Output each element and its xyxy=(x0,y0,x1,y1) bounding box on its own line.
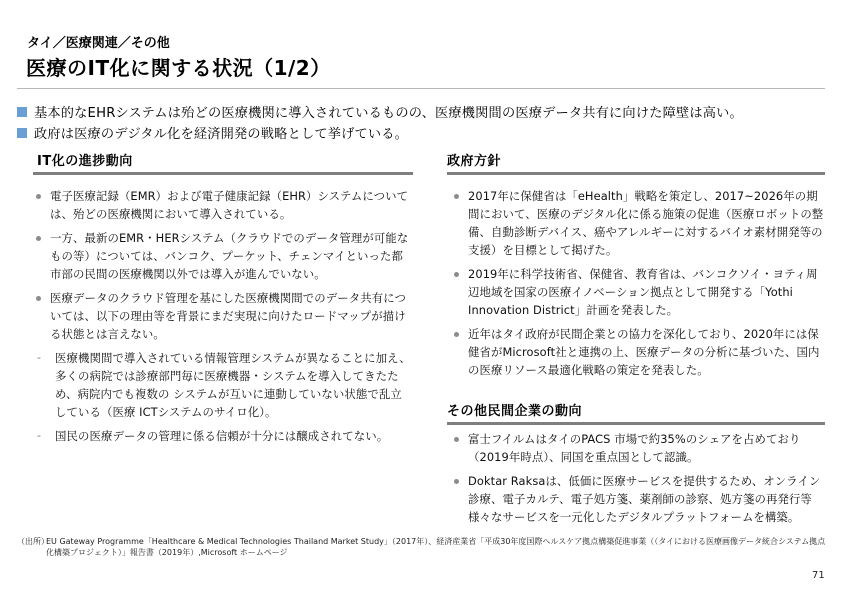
summary-text: 政府は医療のデジタル化を経済開発の戦略として挙げている。 xyxy=(34,127,409,142)
breadcrumb: タイ／医療関連／その他 xyxy=(27,36,170,51)
page-number: 71 xyxy=(812,570,825,581)
dot-bullet-icon xyxy=(454,194,459,199)
dash-bullet-icon: - xyxy=(37,351,42,364)
source-note xyxy=(17,537,827,558)
list-item xyxy=(451,325,825,379)
dot-bullet-icon xyxy=(454,332,459,337)
list-item-text: 医療機関間で導入されている情報管理システムが異なることに加え、多くの病院では診療部門毎に医療機器・システムを導入してきたため、病院内でも複数の システムが互いに連動していない状態で乱立している（医療 ICTシステムのサイロ化）。 xyxy=(55,351,411,419)
list-item-sub xyxy=(33,349,413,421)
bullet-list xyxy=(33,187,413,445)
list-item xyxy=(451,472,825,526)
section-title: 政府方針 xyxy=(447,154,502,169)
list-item xyxy=(33,289,413,343)
section-private-sector xyxy=(447,400,825,532)
header-divider xyxy=(17,88,825,89)
square-bullet-icon xyxy=(17,107,27,117)
square-bullet-icon xyxy=(17,128,27,138)
list-item-text: 富士フイルムはタイのPACS 市場で約35%のシェアを占めており（2019年時点）、同国を重点国として認識。 xyxy=(468,432,801,464)
list-item xyxy=(451,430,825,466)
list-item xyxy=(451,187,825,259)
section-divider xyxy=(447,422,825,425)
section-title: その他民間企業の動向 xyxy=(447,404,583,419)
section-government-policy xyxy=(447,150,825,385)
dot-bullet-icon xyxy=(36,296,41,301)
list-item-text: 医療データのクラウド管理を基にした医療機関間でのデータ共有については、以下の理由等を背景にまだ実現に向けたロードマップが描ける状態とは言えない。 xyxy=(50,291,406,341)
list-item-text: 2017年に保健省は「eHealth」戦略を策定し、2017~2026年の期間において、医療のデジタル化に係る施策の促進（医療ロボットの整備、自動診断デバイス、癌やアレルギーに対するバイオ素材開発等の支援）を目標として掲げた。 xyxy=(468,189,824,257)
section-title: IT化の進捗動向 xyxy=(37,154,133,169)
dot-bullet-icon xyxy=(36,194,41,199)
summary-text: 基本的なEHRシステムは殆どの医療機関に導入されているものの、医療機関間の医療データ共有に向けた障壁は高い。 xyxy=(34,106,743,121)
dot-bullet-icon xyxy=(36,236,41,241)
dot-bullet-icon xyxy=(454,272,459,277)
summary-list xyxy=(17,101,827,143)
list-item-text: 2019年に科学技術省、保健省、教育省は、バンコクソイ・ヨティ周辺地域を国家の医療イノベーション拠点として開発する「Yothi Innovation District」計画を発表した。 xyxy=(468,267,818,317)
summary-item xyxy=(17,122,827,143)
list-item-text: 一方、最新のEMR・HERシステム（クラウドでのデータ管理が可能なもの等）については、バンコク、プーケット、チェンマイといった都市部の民間の医療機関以外では導入が進んでいない。 xyxy=(50,231,409,281)
page-title: 医療のIT化に関する状況（1/2） xyxy=(26,56,331,80)
list-item-text: 国民の医療データの管理に係る信頼が十分には醸成されてない。 xyxy=(55,429,389,443)
list-item xyxy=(33,229,413,283)
list-item-text: 電子医療記録（EMR）および電子健康記録（EHR）システムについては、殆どの医療機関において導入されている。 xyxy=(50,189,409,221)
dot-bullet-icon xyxy=(454,479,459,484)
summary-item xyxy=(17,101,827,122)
source-label: （出所） xyxy=(17,537,49,546)
list-item-text: 近年はタイ政府が民間企業との協力を深化しており、2020年には保健省がMicrosoft社と連携の上、医療データの分析に基づいた、国内の医療リソース最適化戦略の策定を発表した。 xyxy=(468,327,820,377)
section-divider xyxy=(447,172,825,175)
source-text: EU Gateway Programme「Healthcare & Medical Technologies Thailand Market Study」（2017年）、経済産業省「平成30年度国際ヘルスケア拠点構築促進事業（（タイにおける医療画像データ統合システム拠点化構築プロジェクト）」報告書（2019年）,Microsoft ホームページ xyxy=(46,537,826,557)
list-item xyxy=(33,187,413,223)
dash-bullet-icon: - xyxy=(37,429,42,442)
list-item-sub xyxy=(33,427,413,445)
dot-bullet-icon xyxy=(454,437,459,442)
list-item-text: Doktar Raksaは、低価に医療サービスを提供するため、オンライン診療、電子カルテ、電子処方箋、薬剤師の診察、処方箋の再発行等様々なサービスを一元化したデジタルプラットフォームを構築。 xyxy=(468,474,821,524)
bullet-list xyxy=(447,187,825,379)
bullet-list xyxy=(447,430,825,526)
list-item xyxy=(451,265,825,319)
section-divider xyxy=(33,172,413,175)
section-it-progress xyxy=(33,150,413,451)
